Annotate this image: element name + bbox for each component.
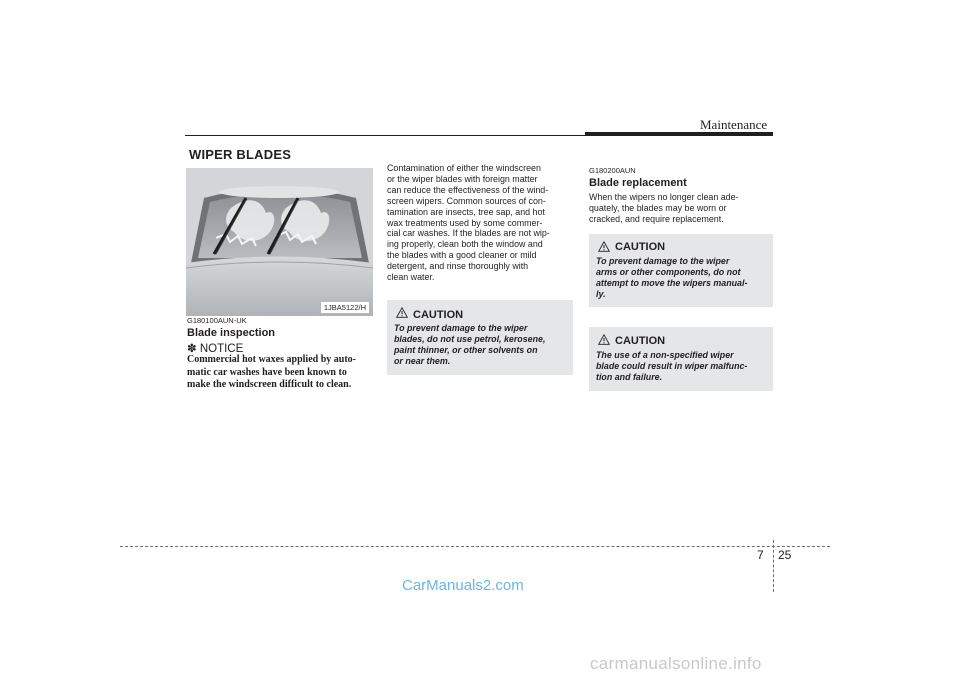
wiper-figure — [186, 168, 373, 316]
figure-label: 1JBA5122/H — [321, 302, 369, 313]
caution-line: or near them. — [394, 355, 451, 366]
text-line: cracked, and require replacement. — [589, 213, 724, 224]
warning-triangle-icon — [598, 334, 610, 345]
notice-label: ✽ NOTICE — [187, 343, 244, 355]
page-chapter: 7 — [757, 548, 764, 562]
caution-line: blades, do not use petrol, kerosene, — [394, 333, 546, 344]
text-line: can reduce the effectiveness of the wind- — [387, 184, 549, 195]
caution-line: To prevent damage to the wiper — [394, 323, 528, 333]
caution-line: The use of a non-specified wiper — [596, 350, 734, 360]
watermark-carmanuals2[interactable]: CarManuals2.com — [402, 577, 524, 594]
text-line: quately, the blades may be worn or — [589, 202, 727, 213]
header-rule-accent — [585, 132, 773, 136]
caution-text — [596, 256, 768, 300]
contamination-paragraph — [387, 163, 573, 283]
text-line: screen wipers. Common sources of con- — [387, 195, 546, 206]
caution-box-move-wipers — [589, 234, 773, 307]
page-divider — [773, 540, 774, 592]
text-line: cial car washes. If the blades are not wip- — [387, 228, 550, 239]
caution-line: ly. — [596, 288, 606, 299]
caution-title: CAUTION — [615, 241, 666, 253]
caution-line: arms or other components, do not — [596, 266, 741, 277]
text-line: tamination are insects, tree sap, and hot — [387, 206, 545, 217]
caution-line: paint thinner, or other solvents on — [394, 344, 538, 355]
caution-box-solvents — [387, 300, 573, 375]
notice-line: Commercial hot waxes applied by auto- — [187, 354, 356, 365]
text-line: Contamination of either the windscreen — [387, 163, 541, 173]
text-line: ing properly, clean both the window and — [387, 239, 543, 250]
section-title: WIPER BLADES — [189, 147, 292, 162]
replacement-code: G180200AUN — [589, 166, 636, 175]
caution-line: attempt to move the wipers manual- — [596, 277, 748, 288]
text-line: When the wipers no longer clean ade- — [589, 192, 739, 202]
warning-triangle-icon — [396, 307, 408, 318]
replacement-heading: Blade replacement — [589, 177, 687, 189]
caution-text — [394, 323, 568, 367]
page-number: 25 — [778, 548, 792, 562]
watermark-carmanualsonline: carmanualsonline.info — [590, 654, 762, 673]
caution-line: tion and failure. — [596, 371, 663, 382]
caution-text — [596, 350, 768, 383]
text-line: or the wiper blades with foreign matter — [387, 173, 538, 184]
inspection-heading: Blade inspection — [187, 327, 276, 339]
caution-box-non-specified — [589, 327, 773, 391]
warning-triangle-icon — [598, 241, 610, 252]
section-header: Maintenance — [700, 117, 768, 132]
text-line: detergent, and rinse thoroughly with — [387, 261, 529, 272]
text-line: wax treatments used by some commer- — [387, 217, 543, 228]
caution-line: To prevent damage to the wiper — [596, 256, 730, 266]
text-line: the blades with a good cleaner or mild — [387, 250, 537, 261]
footer-rule — [120, 546, 830, 547]
replacement-paragraph — [589, 192, 773, 225]
text-line: clean water. — [387, 272, 435, 283]
windshield-illustration — [186, 168, 373, 316]
notice-line: matic car washes have been known to — [187, 366, 347, 378]
notice-line: make the windscreen difficult to clean. — [187, 379, 352, 391]
caution-title: CAUTION — [413, 309, 464, 321]
notice-body — [187, 354, 373, 392]
caution-line: blade could result in wiper malfunc- — [596, 360, 748, 371]
inspection-code: G180100AUN-UK — [187, 316, 247, 325]
caution-title: CAUTION — [615, 335, 666, 347]
